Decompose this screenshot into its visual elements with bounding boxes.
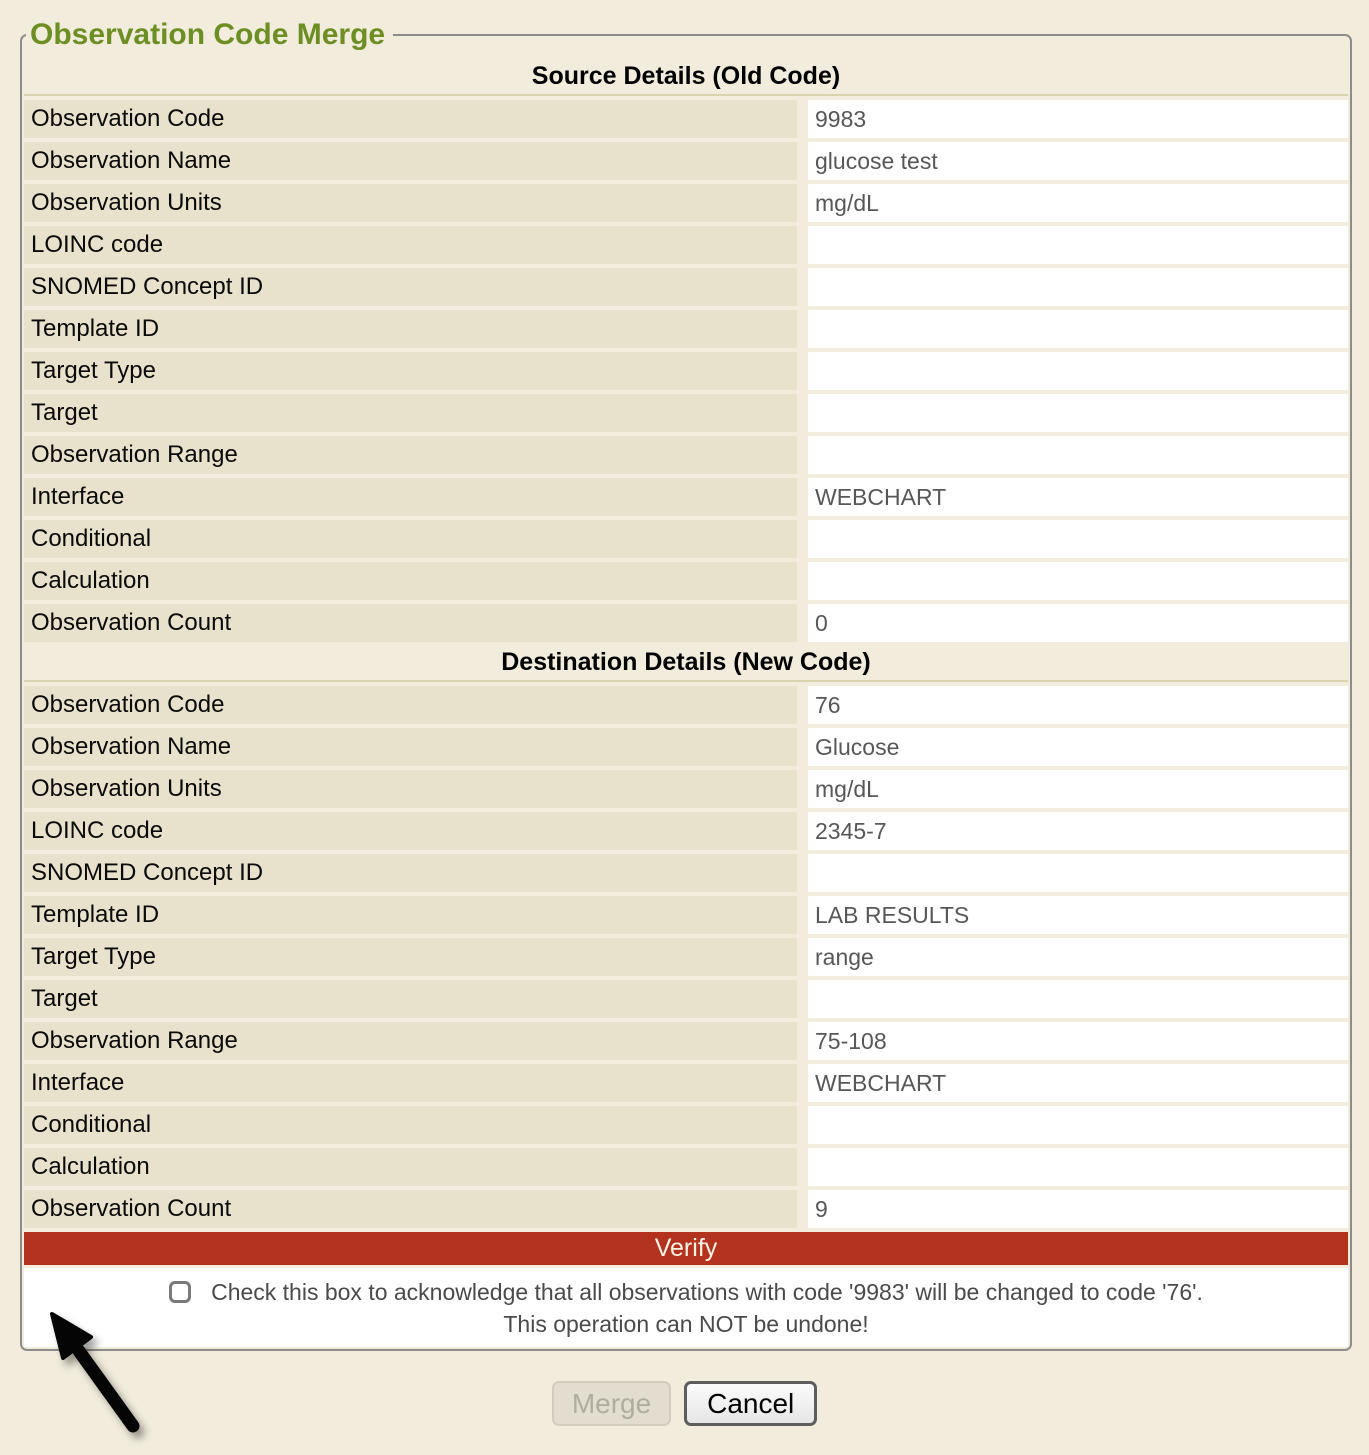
merge-button[interactable]: Merge [552,1381,671,1426]
field-value: range [808,938,1348,976]
destination-details-header: Destination Details (New Code) [24,646,1348,682]
field-label: Observation Count [24,604,797,642]
field-label: Observation Range [24,436,797,474]
field-label: Target [24,980,797,1018]
field-label: Target Type [24,938,797,976]
merge-details-table [24,60,1348,1347]
field-label: Calculation [24,1148,797,1186]
field-value [808,268,1348,306]
field-label: Observation Code [24,100,797,138]
field-label: LOINC code [24,226,797,264]
page-title: Observation Code Merge [30,18,386,51]
field-value: mg/dL [808,184,1348,222]
field-label: Template ID [24,310,797,348]
acknowledge-checkbox[interactable] [169,1281,191,1303]
field-label: Interface [24,478,797,516]
field-value [808,1106,1348,1144]
field-label: Observation Name [24,142,797,180]
field-label: LOINC code [24,812,797,850]
field-value: 75-108 [808,1022,1348,1060]
field-value [808,980,1348,1018]
source-details-header: Source Details (Old Code) [24,60,1348,96]
field-value: 2345-7 [808,812,1348,850]
field-value [808,854,1348,892]
field-label: Observation Count [24,1190,797,1228]
field-label: Template ID [24,896,797,934]
field-value [808,352,1348,390]
field-value: glucose test [808,142,1348,180]
field-value: 9 [808,1190,1348,1228]
field-label: SNOMED Concept ID [24,854,797,892]
field-label: Observation Range [24,1022,797,1060]
field-value: 9983 [808,100,1348,138]
field-value: WEBCHART [808,478,1348,516]
field-value [808,310,1348,348]
field-value: 0 [808,604,1348,642]
field-value [808,562,1348,600]
observation-code-merge-panel [20,17,1352,1351]
destination-details-rows [24,686,1348,1228]
field-value [808,226,1348,264]
field-label: Target [24,394,797,432]
field-label: Interface [24,1064,797,1102]
field-label: Calculation [24,562,797,600]
acknowledge-row [24,1268,1348,1347]
field-value: WEBCHART [808,1064,1348,1102]
field-label: Observation Units [24,770,797,808]
field-value: Glucose [808,728,1348,766]
field-label: SNOMED Concept ID [24,268,797,306]
field-label: Observation Units [24,184,797,222]
field-value: LAB RESULTS [808,896,1348,934]
field-label: Conditional [24,520,797,558]
cancel-button[interactable]: Cancel [684,1381,817,1426]
field-value [808,520,1348,558]
field-label: Target Type [24,352,797,390]
action-buttons [0,1351,1369,1426]
field-value: mg/dL [808,770,1348,808]
field-label: Conditional [24,1106,797,1144]
field-value [808,436,1348,474]
field-value [808,1148,1348,1186]
field-value [808,394,1348,432]
field-label: Observation Code [24,686,797,724]
acknowledge-text-line2: This operation can NOT be undone! [503,1311,869,1337]
field-label: Observation Name [24,728,797,766]
source-details-rows [24,100,1348,642]
field-value: 76 [808,686,1348,724]
acknowledge-text-line1: Check this box to acknowledge that all observations with code '9983' will be changed to code '76'. [211,1279,1203,1305]
verify-section-header: Verify [24,1232,1348,1265]
